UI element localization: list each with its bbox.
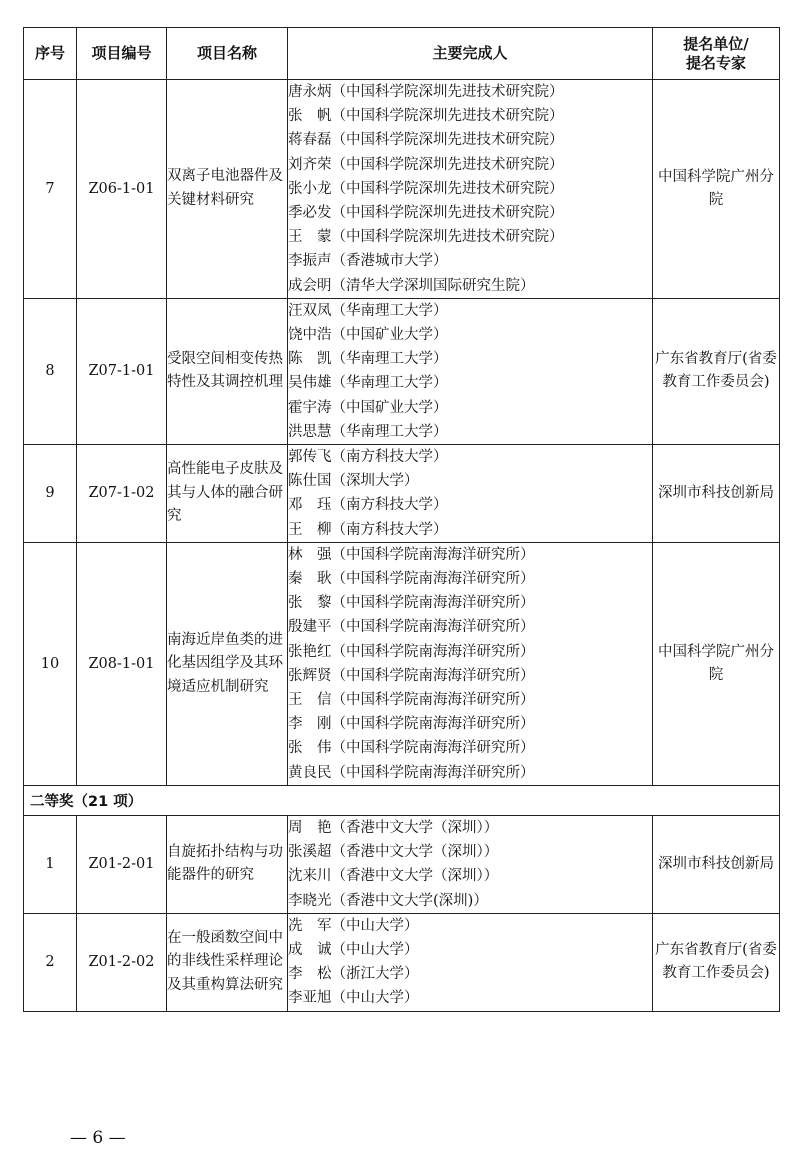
member-entry: 秦 耿（中国科学院南海海洋研究所） — [288, 571, 535, 588]
nominator: 深圳市科技创新局 — [653, 815, 780, 913]
member-entry: 李振声（香港城市大学） — [288, 253, 448, 270]
row-number: 8 — [24, 298, 77, 444]
member-entry: 吴伟雄（华南理工大学） — [288, 375, 448, 392]
header-row — [24, 28, 780, 80]
member-entry: 李晓光（香港中文大学(深圳)） — [288, 892, 488, 909]
member-entry: 蒋春磊（中国科学院深圳先进技术研究院） — [288, 132, 564, 149]
member-entry: 张溪超（香港中文大学（深圳）） — [288, 844, 499, 861]
table-row — [24, 298, 780, 444]
header-members: 主要完成人 — [288, 28, 653, 80]
table-row — [24, 815, 780, 913]
nominator: 深圳市科技创新局 — [653, 445, 780, 543]
member-entry: 张辉贤（中国科学院南海海洋研究所） — [288, 667, 535, 684]
member-entry: 刘齐荣（中国科学院深圳先进技术研究院） — [288, 156, 564, 173]
table-body — [24, 80, 780, 1012]
member-entry: 张艳红（中国科学院南海海洋研究所） — [288, 643, 535, 660]
member-entry: 冼 军（中山大学） — [288, 917, 419, 934]
project-name: 高性能电子皮肤及其与人体的融合研究 — [167, 445, 288, 543]
member-entry: 李 刚（中国科学院南海海洋研究所） — [288, 716, 535, 733]
header-no: 序号 — [24, 28, 77, 80]
member-entry: 唐永炳（中国科学院深圳先进技术研究院） — [288, 84, 564, 100]
member-entry: 李亚旭（中山大学） — [288, 990, 419, 1007]
members-cell — [288, 815, 653, 913]
member-entry: 陈仕国（深圳大学） — [288, 473, 419, 490]
member-entry: 王 柳（南方科技大学） — [288, 521, 448, 538]
nominator: 广东省教育厅(省委教育工作委员会) — [653, 913, 780, 1011]
member-entry: 陈 凯（华南理工大学） — [288, 351, 448, 368]
member-entry: 汪双凤（华南理工大学） — [288, 302, 448, 319]
project-name: 自旋拓扑结构与功能器件的研究 — [167, 815, 288, 913]
header-project-name: 项目名称 — [167, 28, 288, 80]
row-number: 1 — [24, 815, 77, 913]
member-entry: 张小龙（中国科学院深圳先进技术研究院） — [288, 180, 564, 197]
project-code: Z06-1-01 — [77, 80, 167, 299]
member-entry: 黄良民（中国科学院南海海洋研究所） — [288, 764, 535, 781]
project-code: Z01-2-02 — [77, 913, 167, 1011]
row-number: 2 — [24, 913, 77, 1011]
table-row — [24, 542, 780, 785]
member-entry: 林 强（中国科学院南海海洋研究所） — [288, 546, 535, 563]
member-entry: 季必发（中国科学院深圳先进技术研究院） — [288, 205, 564, 222]
members-cell — [288, 298, 653, 444]
member-entry: 张 黎（中国科学院南海海洋研究所） — [288, 595, 535, 612]
member-entry: 饶中浩（中国矿业大学） — [288, 327, 448, 344]
member-entry: 洪思慧（华南理工大学） — [288, 423, 448, 440]
nominator: 中国科学院广州分院 — [653, 80, 780, 299]
project-code: Z08-1-01 — [77, 542, 167, 785]
project-name: 双离子电池器件及关键材料研究 — [167, 80, 288, 299]
table-row — [24, 913, 780, 1011]
member-entry: 郭传飞（南方科技大学） — [288, 449, 448, 466]
row-number: 9 — [24, 445, 77, 543]
row-number: 7 — [24, 80, 77, 299]
member-entry: 霍宇涛（中国矿业大学） — [288, 399, 448, 416]
header-nominator: 提名单位/ 提名专家 — [653, 28, 780, 80]
member-entry: 成会明（清华大学深圳国际研究生院） — [288, 277, 535, 294]
nominator: 中国科学院广州分院 — [653, 542, 780, 785]
member-entry: 王 信（中国科学院南海海洋研究所） — [288, 692, 535, 709]
member-entry: 王 蒙（中国科学院深圳先进技术研究院） — [288, 229, 564, 246]
table-row — [24, 445, 780, 543]
members-cell — [288, 445, 653, 543]
member-entry: 殷建平（中国科学院南海海洋研究所） — [288, 619, 535, 636]
nominator: 广东省教育厅(省委教育工作委员会) — [653, 298, 780, 444]
page-number: — 6 — — [70, 1128, 126, 1148]
project-name: 南海近岸鱼类的进化基因组学及其环境适应机制研究 — [167, 542, 288, 785]
members-cell — [288, 913, 653, 1011]
member-entry: 邓 珏（南方科技大学） — [288, 497, 448, 514]
members-cell — [288, 80, 653, 299]
project-code: Z07-1-01 — [77, 298, 167, 444]
awards-table — [23, 27, 780, 1012]
member-entry: 周 艳（香港中文大学（深圳）） — [288, 819, 499, 836]
member-entry: 张 帆（中国科学院深圳先进技术研究院） — [288, 108, 564, 125]
project-name: 在一般函数空间中的非线性采样理论及其重构算法研究 — [167, 913, 288, 1011]
project-code: Z07-1-02 — [77, 445, 167, 543]
header-code: 项目编号 — [77, 28, 167, 80]
member-entry: 张 伟（中国科学院南海海洋研究所） — [288, 740, 535, 757]
project-code: Z01-2-01 — [77, 815, 167, 913]
members-cell — [288, 542, 653, 785]
section-label: 二等奖（21 项） — [24, 785, 780, 815]
member-entry: 李 松（浙江大学） — [288, 966, 419, 983]
project-name: 受限空间相变传热特性及其调控机理 — [167, 298, 288, 444]
table-row — [24, 80, 780, 299]
row-number: 10 — [24, 542, 77, 785]
member-entry: 沈来川（香港中文大学（深圳）） — [288, 868, 499, 885]
section-row — [24, 785, 780, 815]
member-entry: 成 诚（中山大学） — [288, 941, 419, 958]
